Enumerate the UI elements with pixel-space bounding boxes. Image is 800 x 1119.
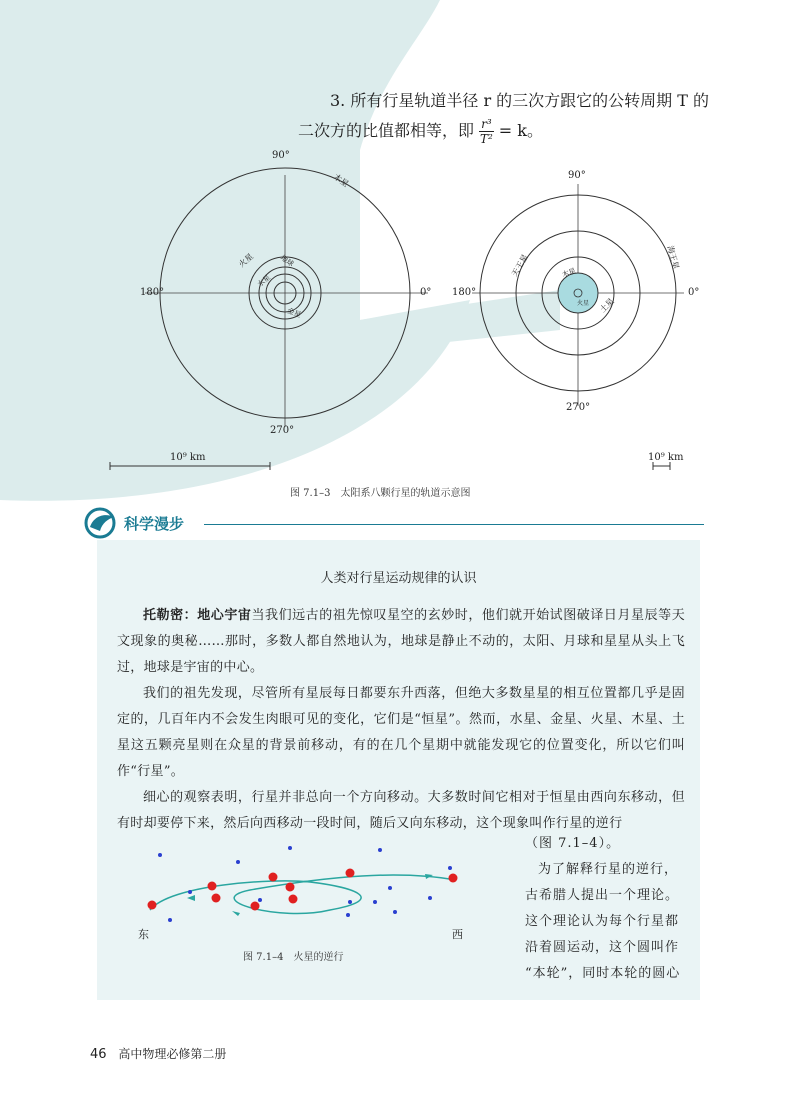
left-scale-label: 10⁹ km: [170, 452, 206, 463]
page-footer: [90, 1045, 226, 1062]
mars-retrograde-figure: [130, 840, 470, 935]
right-angle-0: 0°: [688, 287, 700, 298]
fraction-denominator: T²: [479, 132, 493, 146]
kepler-law-line1: 3. 所有行星轨道半径 r 的三次方跟它的公转周期 T 的: [330, 91, 710, 110]
paragraph-1-lead: 托勒密：地心宇宙: [143, 608, 252, 623]
right-angle-90: 90°: [568, 170, 586, 181]
side-line-1: 为了解释行星的逆行，: [538, 862, 679, 877]
kepler-law-suffix: = k。: [498, 121, 543, 140]
right-scale-bar: [652, 462, 672, 470]
label-venus: 金星: [286, 306, 302, 320]
direction-east: 东: [138, 928, 149, 941]
kepler-law-prefix: 二次方的比值都相等，即: [298, 121, 475, 140]
left-scale-bar: [108, 462, 273, 470]
label-jupiter-right: 木星: [561, 266, 577, 280]
side-column: [525, 857, 695, 987]
right-angle-180: 180°: [452, 287, 477, 298]
side-line-5: “本轮”，同时本轮的圆心: [525, 966, 681, 981]
direction-west: 西: [452, 928, 463, 941]
page-number: 46: [90, 1047, 107, 1062]
outer-orbit-diagram: [470, 180, 700, 410]
side-line-2: 古希腊人提出一个理论。: [525, 888, 680, 903]
book-title: 高中物理必修第二册: [118, 1047, 227, 1061]
label-uranus: 天王星: [510, 252, 530, 279]
right-scale-label: 10⁹ km: [648, 452, 684, 463]
section-label: 科学漫步: [124, 515, 185, 533]
left-angle-0: 0°: [420, 287, 432, 298]
side-line-4: 沿着圆运动，这个圆叫作: [525, 940, 680, 955]
paragraph-3-tail: （图 7.1–4）。: [525, 836, 621, 851]
kepler-fraction: [479, 117, 494, 146]
science-walk-icon: [84, 507, 118, 539]
paragraph-2: 我们的祖先发现，尽管所有星辰每日都要东升西落，但绝大多数星星的相互位置都几乎是固定的，几百年内不会发生肉眼可见的变化，它们是“恒星”。然而，水星、金星、火星、木星、土星这五颗亮星则在众星的背景前移动，有的在几个星期中就能发现它的位置变化，所以它们叫作“行星”。: [117, 686, 685, 779]
fraction-numerator: r³: [481, 117, 492, 131]
box-body: [117, 603, 685, 837]
left-angle-90: 90°: [272, 150, 290, 161]
label-mars: 火星: [236, 251, 256, 270]
kepler-law-line2: [298, 116, 718, 146]
left-angle-180: 180°: [140, 287, 165, 298]
label-mercury: 水星: [256, 273, 272, 289]
left-angle-270: 270°: [270, 425, 295, 436]
right-angle-270: 270°: [566, 402, 591, 413]
paragraph-3: 细心的观察表明，行星并非总向一个方向移动。大多数时间它相对于恒星由西向东移动，但有时却要停下来，然后向西移动一段时间，随后又向东移动，这个现象叫作行星的逆行: [117, 790, 685, 831]
section-header: [84, 505, 704, 541]
label-inner-planets: 火星: [577, 300, 590, 307]
box-title: 人类对行星运动规律的认识: [320, 571, 477, 586]
label-saturn: 土星: [598, 296, 616, 315]
label-earth: 地球: [278, 253, 296, 269]
label-neptune: 海王星: [665, 244, 681, 271]
label-jupiter: 木星: [331, 172, 351, 189]
paragraph-1: [117, 603, 685, 681]
paragraph-1-text: 当我们远古的祖先惊叹星空的玄妙时，他们就开始试图破译日月星辰等天文现象的奥秘……那时，多数人都自然地认为，地球是静止不动的，太阳、月球和星星从头上飞过，地球是宇宙的中心。: [117, 608, 685, 675]
figure-714-caption: 图 7.1–4 火星的逆行: [243, 952, 344, 963]
section-rule: [204, 524, 704, 525]
figure-713-caption: 图 7.1–3 太阳系八颗行星的轨道示意图: [290, 488, 471, 499]
side-line-3: 这个理论认为每个行星都: [525, 914, 680, 929]
